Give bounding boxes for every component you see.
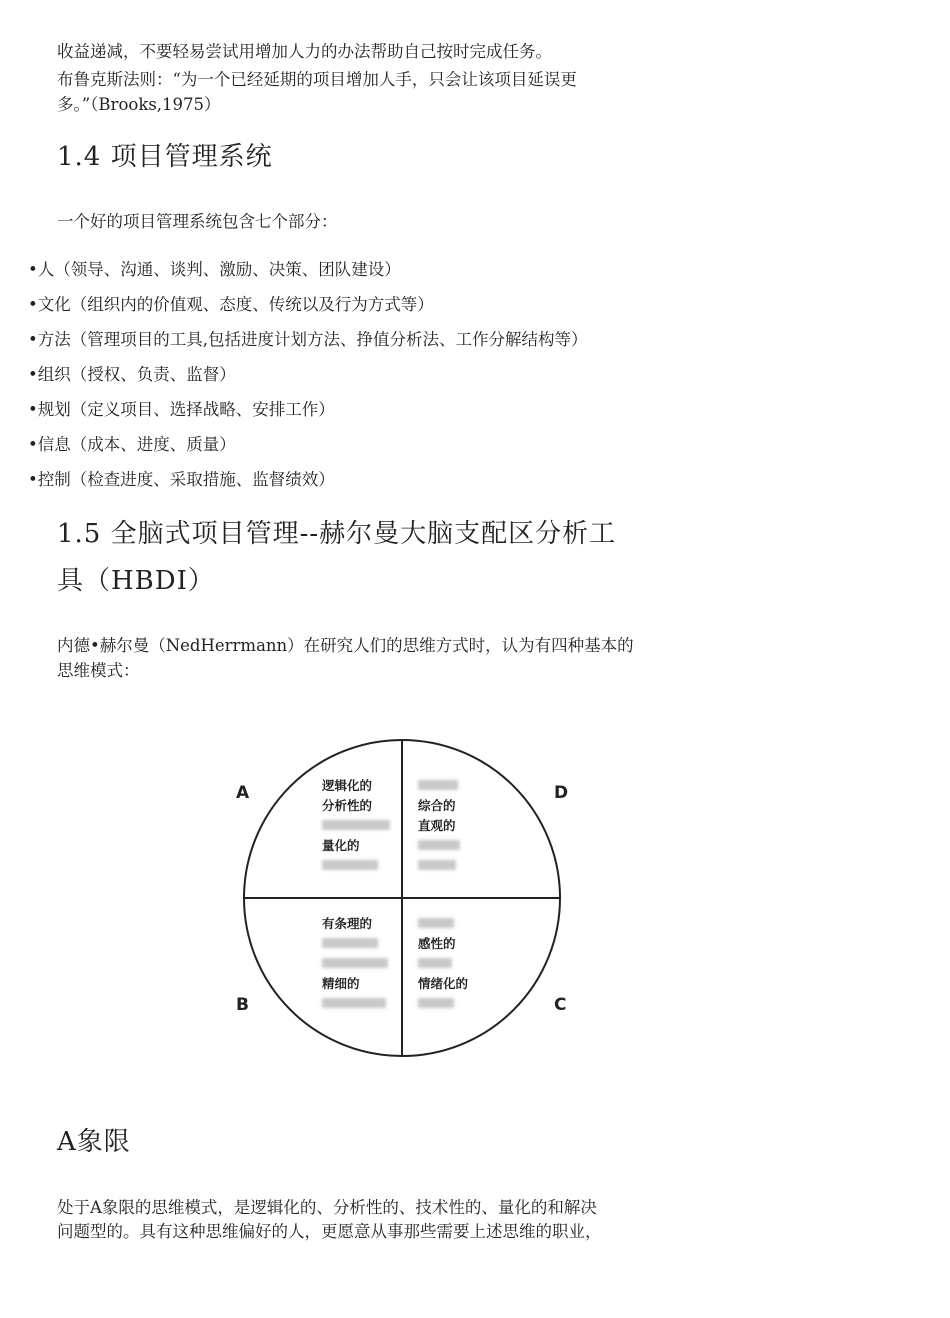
quadrant-c-word: 情绪化的 xyxy=(418,976,469,991)
list-item: •组织（授权、负责、监督） xyxy=(28,365,236,384)
blurred-text xyxy=(418,998,454,1008)
blurred-text xyxy=(322,860,378,870)
section-heading-a-quadrant: A象限 xyxy=(57,1127,131,1157)
blurred-text xyxy=(418,958,452,968)
list-item: •规划（定义项目、选择战略、安排工作） xyxy=(28,400,335,419)
section-heading-1-5-line-1: 1.5 全脑式项目管理--赫尔曼大脑支配区分析工 xyxy=(57,519,617,549)
hbdi-para-line-1: 内德•赫尔曼（NedHerrmann）在研究人们的思维方式时，认为有四种基本的 xyxy=(57,636,634,655)
corner-label-b: B xyxy=(236,995,249,1015)
corner-label-c: C xyxy=(554,995,567,1015)
quadrant-d-word: 综合的 xyxy=(418,798,456,813)
blurred-text xyxy=(418,780,458,790)
section-lead: 一个好的项目管理系统包含七个部分： xyxy=(57,212,338,231)
quadrant-b-word: 有条理的 xyxy=(322,916,373,931)
blurred-text xyxy=(322,820,390,830)
list-item: •控制（检查进度、采取措施、监督绩效） xyxy=(28,470,335,489)
quadrant-a-word: 量化的 xyxy=(322,838,360,853)
blurred-text xyxy=(322,998,386,1008)
list-item: •人（领导、沟通、谈判、激励、决策、团队建设） xyxy=(28,260,401,279)
quadrant-a-para-line-2: 问题型的。具有这种思维偏好的人，更愿意从事那些需要上述思维的职业， xyxy=(57,1222,602,1241)
section-heading-1-4: 1.4 项目管理系统 xyxy=(57,142,273,172)
corner-label-d: D xyxy=(554,783,569,803)
hbdi-para-line-2: 思维模式： xyxy=(57,661,140,680)
blurred-text xyxy=(322,938,378,948)
hbdi-quadrant-diagram xyxy=(228,728,578,1064)
intro-line-1: 收益递减，不要轻易尝试用增加人力的办法帮助自己按时完成任务。 xyxy=(57,42,552,61)
quadrant-b-word: 精细的 xyxy=(322,976,360,991)
quadrant-d-word: 直观的 xyxy=(418,818,456,833)
intro-line-3: 多。”（Brooks,1975） xyxy=(57,95,221,114)
list-item: •方法（管理项目的工具,包括进度计划方法、挣值分析法、工作分解结构等） xyxy=(28,330,588,349)
blurred-text xyxy=(322,958,388,968)
blurred-text xyxy=(418,918,454,928)
quadrant-a-para-line-1: 处于A象限的思维模式，是逻辑化的、分析性的、技术性的、量化的和解决 xyxy=(57,1198,597,1217)
quadrant-a-word: 逻辑化的 xyxy=(322,778,373,793)
intro-line-2: 布鲁克斯法则：“为一个已经延期的项目增加人手，只会让该项目延误更 xyxy=(57,70,577,89)
quadrant-c-word: 感性的 xyxy=(418,936,456,951)
list-item: •文化（组织内的价值观、态度、传统以及行为方式等） xyxy=(28,295,434,314)
list-item: •信息（成本、进度、质量） xyxy=(28,435,236,454)
section-heading-1-5-line-2: 具（HBDI） xyxy=(57,566,215,596)
corner-label-a: A xyxy=(236,783,250,803)
blurred-text xyxy=(418,840,460,850)
quadrant-a-word: 分析性的 xyxy=(322,798,373,813)
blurred-text xyxy=(418,860,456,870)
